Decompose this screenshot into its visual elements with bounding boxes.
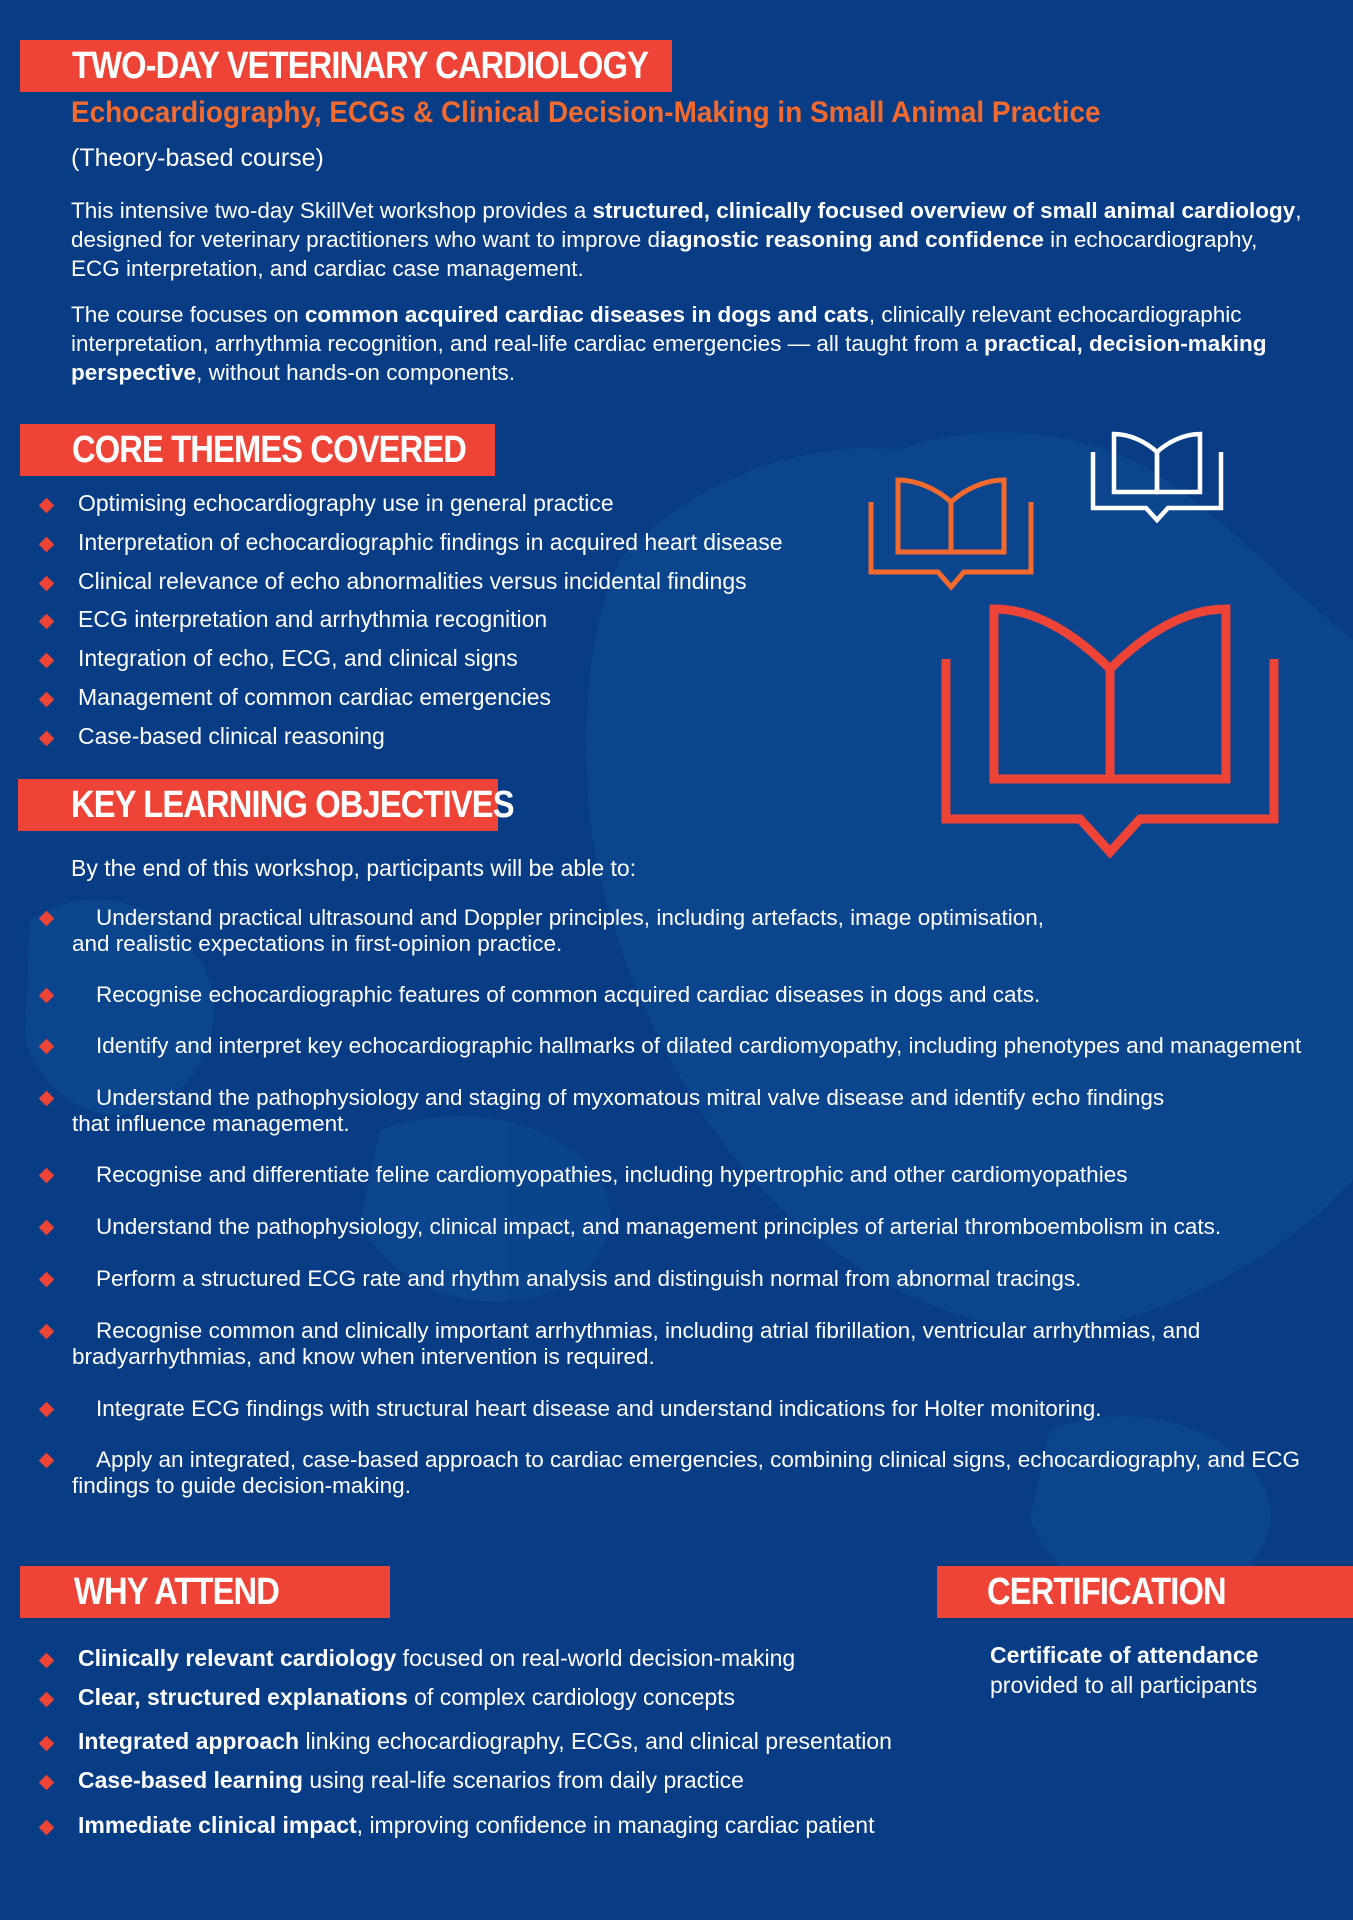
why-attend-heading: WHY ATTEND (74, 1571, 280, 1613)
intro-paragraph-1 (71, 196, 1311, 283)
objective-line: and realistic expectations in first-opinion practice. (72, 931, 563, 956)
list-item: Clear, structured explanations of complex cardiology concepts (37, 1682, 892, 1726)
list-item: Interpretation of echocardiographic findings in acquired heart disease (37, 527, 783, 566)
objective-item (37, 905, 1337, 957)
text: , designed for veterinary practitioners who want to improve d (71, 198, 1302, 252)
core-themes-banner (20, 424, 495, 476)
bold-text: structured, clinically focused overview of small animal cardiology (592, 198, 1296, 223)
list-item: Case-based clinical reasoning (37, 721, 783, 760)
list-item: Immediate clinical impact, improving confidence in managing cardiac patient (37, 1810, 892, 1849)
why-attend-list (37, 1643, 892, 1849)
text: , clinically relevant echocardiographic interpretation, arrhythmia recognition, and real-life cardiac emergencies — all taught from a (71, 302, 1242, 356)
bold-text: iagnostic reasoning and confidence (660, 227, 1044, 252)
book-icon (940, 604, 1280, 862)
objective-line: Understand practical ultrasound and Doppler principles, including artefacts, image optimisation, (96, 905, 1045, 930)
bold-text: practical, decision-making perspective (71, 331, 1267, 385)
book-icon (1090, 428, 1224, 528)
list-item: Integrated approach linking echocardiography, ECGs, and clinical presentation (37, 1726, 892, 1765)
list-item: Clinical relevance of echo abnormalities versus incidental findings (37, 566, 783, 605)
core-themes-list (37, 488, 783, 760)
list-item: Integration of echo, ECG, and clinical signs (37, 643, 783, 682)
objective-line: Identify and interpret key echocardiographic hallmarks of dilated cardiomyopathy, including phenotypes and management (96, 1033, 1302, 1058)
objective-line: Integrate ECG findings with structural heart disease and understand indications for Holter monitoring. (96, 1396, 1102, 1421)
objective-line: Understand the pathophysiology and staging of myxomatous mitral valve disease and identify echo findings (96, 1085, 1165, 1110)
list-item: Clinically relevant cardiology focused on real-world decision-making (37, 1643, 892, 1682)
objectives-banner (18, 779, 514, 831)
objective-item (37, 1396, 1337, 1422)
list-item: Optimising echocardiography use in general practice (37, 488, 783, 527)
page-title: TWO-DAY VETERINARY CARDIOLOGY (72, 45, 649, 87)
objective-line: Apply an integrated, case-based approach to cardiac emergencies, combining clinical signs, echocardiography, and ECG (96, 1447, 1301, 1472)
objectives-heading: KEY LEARNING OBJECTIVES (71, 784, 514, 826)
objective-line: Recognise echocardiographic features of common acquired cardiac diseases in dogs and cats. (96, 982, 1041, 1007)
page-subtitle: Echocardiography, ECGs & Clinical Decision-Making in Small Animal Practice (71, 96, 1101, 129)
title-banner (20, 40, 672, 92)
objective-line: Recognise common and clinically important arrhythmias, including atrial fibrillation, ventricular arrhythmias, and (96, 1318, 1201, 1343)
certification-banner (937, 1566, 1353, 1618)
core-themes-heading: CORE THEMES COVERED (72, 429, 467, 471)
list-item: Management of common cardiac emergencies (37, 682, 783, 721)
objective-item (37, 1447, 1337, 1499)
certification-heading: CERTIFICATION (987, 1571, 1226, 1613)
objective-item (37, 1033, 1337, 1059)
bold-text: common acquired cardiac diseases in dogs and cats (304, 302, 869, 327)
objective-item (37, 1266, 1337, 1292)
text: , without hands-on components. (196, 360, 516, 385)
objective-line: bradyarrhythmias, and know when intervention is required. (72, 1344, 655, 1369)
objective-line: Perform a structured ECG rate and rhythm analysis and distinguish normal from abnormal tracings. (96, 1266, 1082, 1291)
intro-paragraph-2 (71, 300, 1311, 387)
course-type-note: (Theory-based course) (71, 144, 324, 172)
text: This intensive two-day SkillVet workshop provides a (71, 198, 593, 223)
objective-line: that influence management. (72, 1111, 350, 1136)
text: in echocardiography, ECG interpretation, and cardiac case management. (71, 227, 1258, 281)
why-attend-banner (20, 1566, 390, 1618)
list-item: ECG interpretation and arrhythmia recognition (37, 604, 783, 643)
list-item: Case-based learning using real-life scenarios from daily practice (37, 1765, 892, 1810)
objective-line: findings to guide decision-making. (72, 1473, 411, 1498)
objective-item (37, 1214, 1337, 1240)
text: The course focuses on (71, 302, 305, 327)
objective-item (37, 1162, 1337, 1188)
objective-line: Understand the pathophysiology, clinical impact, and management principles of arterial thromboembolism in cats. (96, 1214, 1222, 1239)
objective-item (37, 982, 1337, 1008)
certification-text: Certificate of attendance provided to all participants (990, 1642, 1259, 1698)
objective-line: Recognise and differentiate feline cardiomyopathies, including hypertrophic and other cardiomyopathies (96, 1162, 1128, 1187)
objective-item (37, 1318, 1337, 1370)
objective-item (37, 1085, 1337, 1137)
book-icon (868, 472, 1034, 596)
objectives-intro: By the end of this workshop, participants will be able to: (71, 855, 637, 881)
